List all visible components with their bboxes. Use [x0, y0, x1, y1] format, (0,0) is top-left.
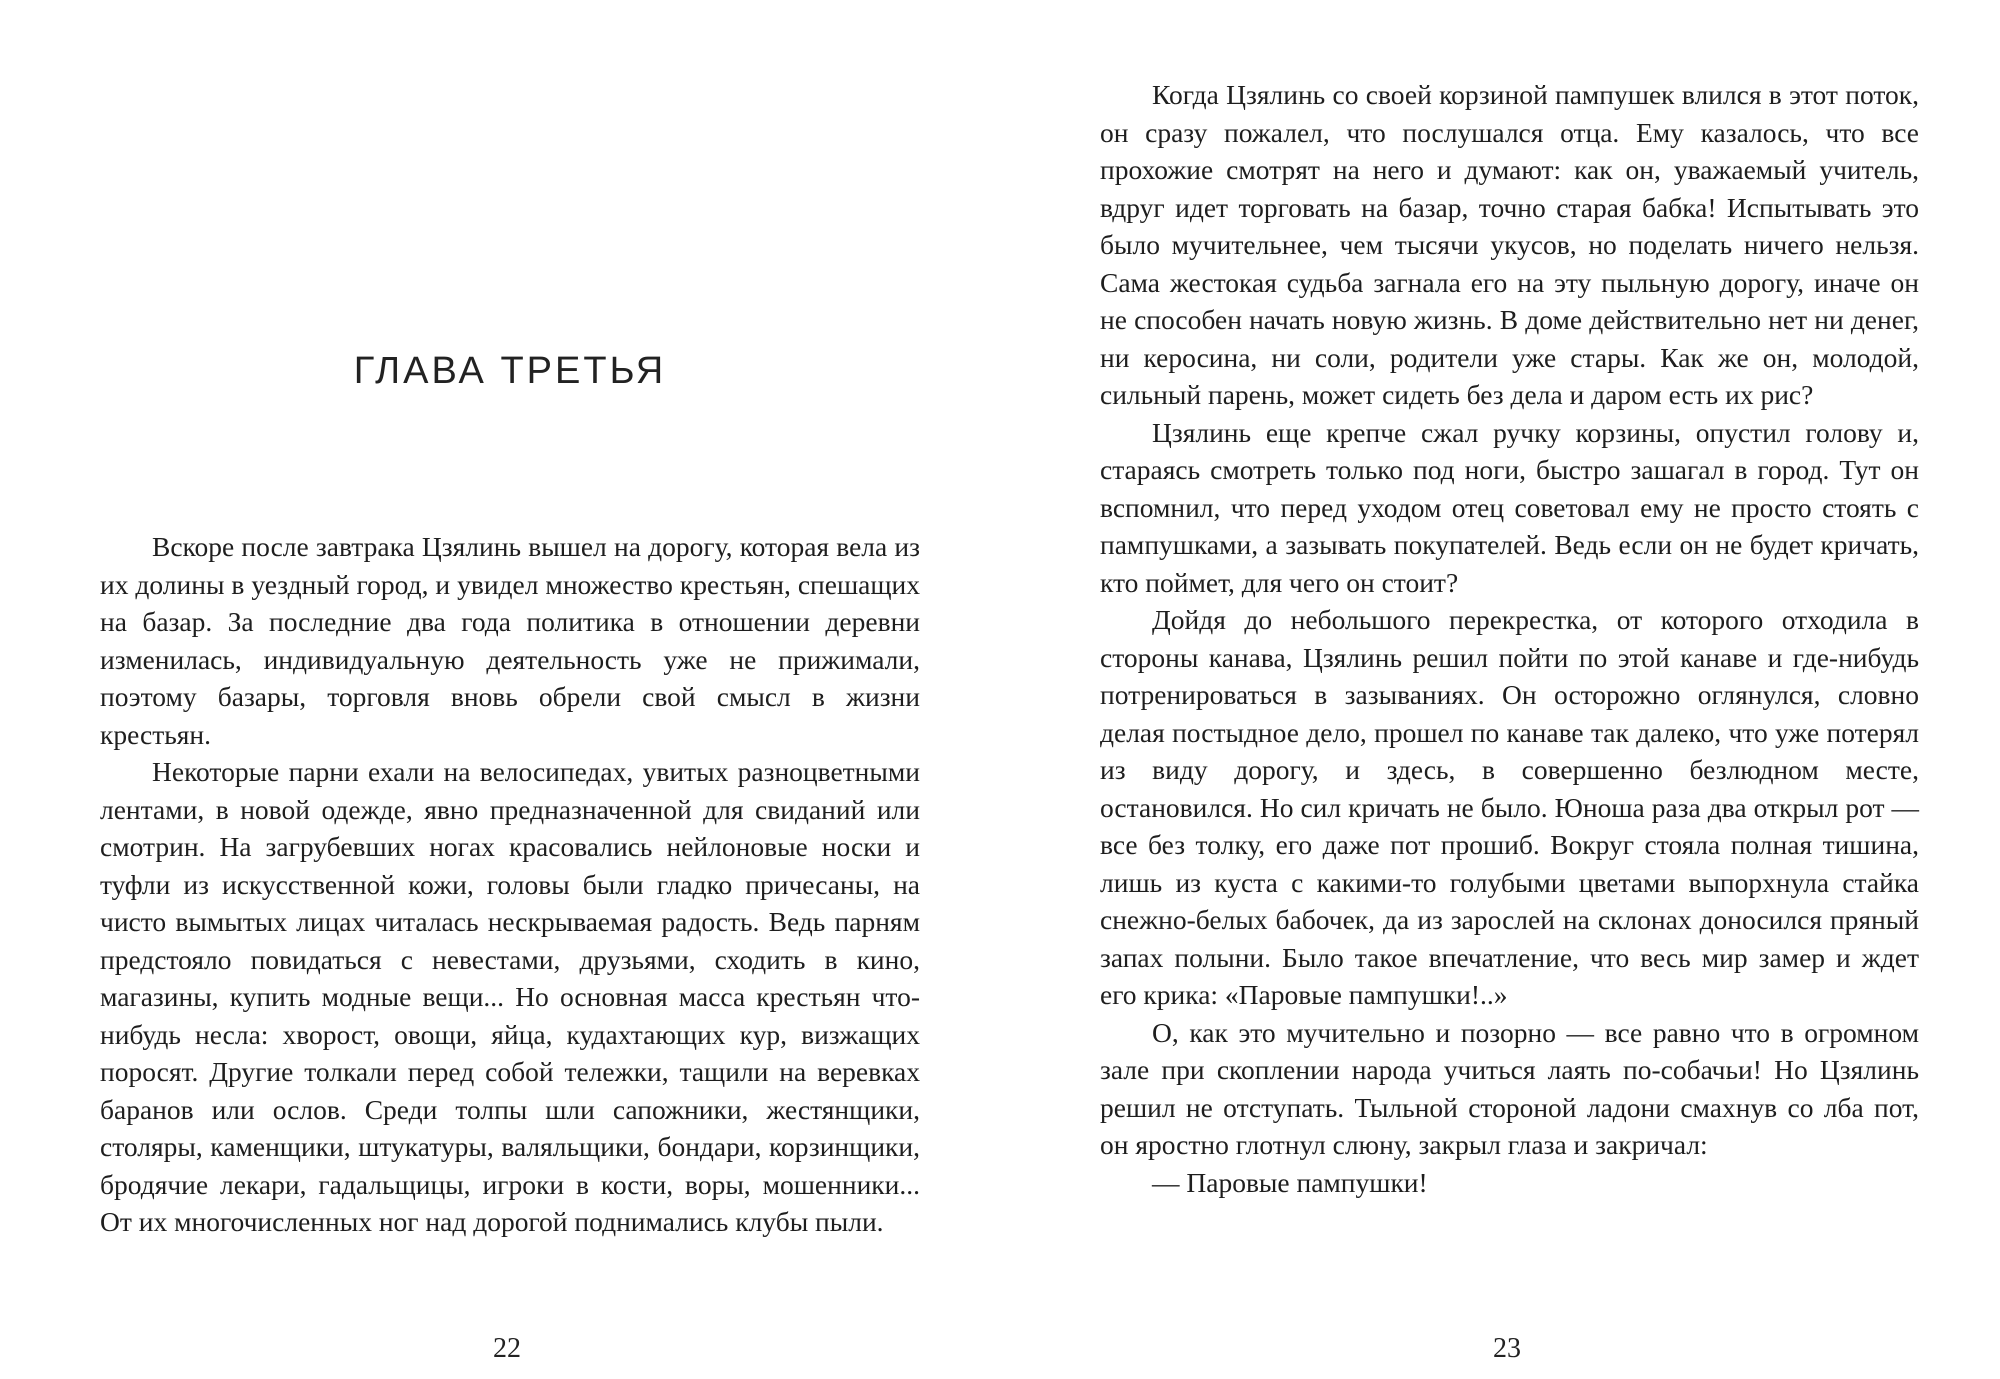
page-number: 23	[1493, 1333, 1521, 1364]
right-page-text	[1100, 76, 1919, 1201]
paragraph: — Паровые пампушки!	[1152, 1166, 1428, 1198]
page-number: 22	[493, 1333, 521, 1364]
right-page	[1000, 0, 2000, 1379]
paragraph: Когда Цзялинь со своей корзиной пампушек влился в этот поток, он сразу пожалел, что послушался отца. Ему казалось, что все прохожие смотрят на него и думают: как он, уважаемый учитель, вдруг идет торговать на базар, точно старая бабка! Испытывать это было мучительнее, чем тысячи укусов, но поделать ничего нельзя. Сама жестокая судьба загнала его на эту пыльную дорогу, иначе он не способен начать новую жизнь. В доме действительно нет ни денег, ни керосина, ни соли, родители уже стары. Как же он, молодой, сильный парень, может сидеть без дела и даром есть их рис?	[1100, 79, 1919, 410]
left-page-text	[100, 528, 920, 1241]
paragraph: О, как это мучительно и позорно — все равно что в огромном зале при скоплении народа учиться лаять по-собачьи! Но Цзялинь решил не отступать. Тыльной стороной ладони смахнув со лба пот, он яростно глотнул слюну, закрыл глаза и закричал:	[1100, 1016, 1919, 1160]
paragraph: Некоторые парни ехали на велосипедах, увитых разноцветными лентами, в новой одежде, явно предназначенной для свиданий или смотрин. На загрубевших ногах красовались нейлоновые носки и туфли из искусственной кожи, головы были гладко причесаны, на чисто вымытых лицах читалась нескрываемая радость. Ведь парням предстояло повидаться с невестами, друзьями, сходить в кино, магазины, купить модные вещи... Но основная масса крестьян что-нибудь несла: хворост, овощи, яйца, кудахтающих кур, визжащих поросят. Другие толкали перед собой тележки, тащили на веревках баранов или ослов. Среди толпы шли сапожники, жестянщики, столяры, каменщики, штукатуры, валяльщики, бондари, корзинщики, бродячие лекари, гадальщицы, игроки в кости, воры, мошенники... От их многочисленных ног над дорогой поднимались клубы пыли.	[100, 756, 920, 1237]
chapter-title: ГЛАВА ТРЕТЬЯ	[353, 350, 667, 392]
paragraph: Вскоре после завтрака Цзялинь вышел на дорогу, которая вела из их долины в уездный город, и увидел множество крестьян, спешащих на базар. За последние два года политика в отношении деревни изменилась, индивидуальную деятельность уже не прижимали, поэтому базары, торговля вновь обрели свой смысл в жизни крестьян.	[100, 531, 920, 750]
paragraph: Дойдя до небольшого перекрестка, от которого отходила в стороны канава, Цзялинь решил пойти по этой канаве и где-нибудь потренироваться в зазываниях. Он осторожно оглянулся, словно делая постыдное дело, прошел по канаве так далеко, что уже потерял из виду дорогу, и здесь, в совершенно безлюдном месте, остановился. Но сил кричать не было. Юноша раза два открыл рот — все без толку, его даже пот прошиб. Вокруг стояла полная тишина, лишь из куста с какими-то голубыми цветами выпорхнула стайка снежно-белых бабочек, да из зарослей на склонах доносился пряный запах полыни. Было такое впечатление, что весь мир замер и ждет его крика: «Паровые пампушки!..»	[1100, 604, 1919, 1010]
paragraph: Цзялинь еще крепче сжал ручку корзины, опустил голову и, стараясь смотреть только под ноги, быстро зашагал в город. Тут он вспомнил, что перед уходом отец советовал ему не просто стоять с пампушками, а зазывать покупателей. Ведь если он не будет кричать, кто поймет, для чего он стоит?	[1100, 416, 1919, 598]
